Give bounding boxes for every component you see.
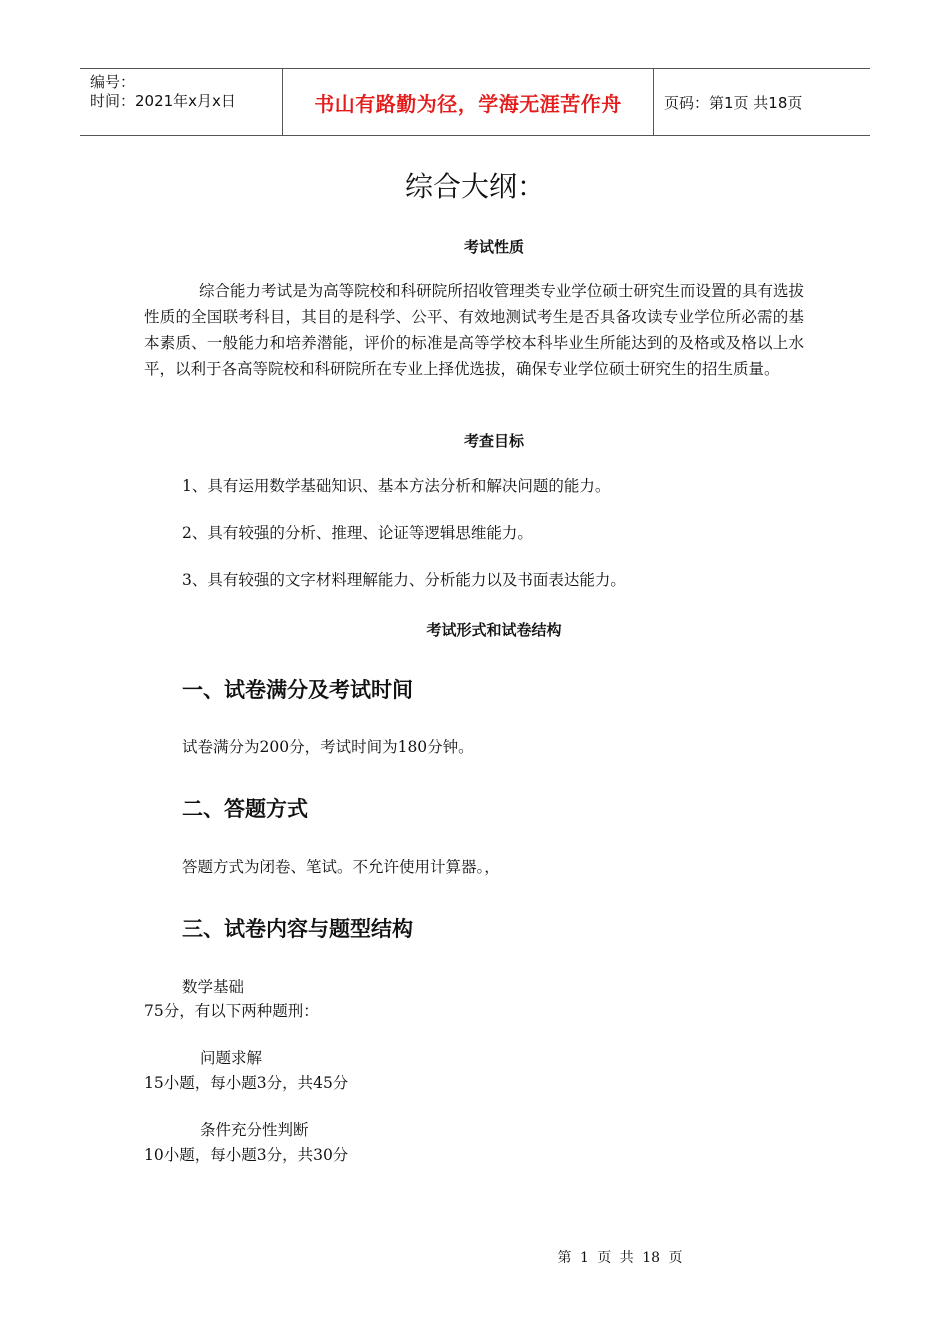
header-meta	[80, 69, 282, 135]
nature-heading: 考试性质	[463, 238, 524, 256]
question-type-2-detail: 10小题，每小题3分，共30分	[144, 1146, 349, 1164]
question-type-1-label: 问题求解	[200, 1049, 263, 1067]
document-header	[80, 68, 870, 136]
question-type-2-label: 条件充分性判断	[200, 1121, 309, 1139]
form-heading: 考试形式和试卷结构	[426, 621, 562, 639]
document-title: 综合大纲：	[404, 170, 545, 203]
number-label: 编号：	[90, 73, 136, 91]
page-footer: 第 1 页 共 18 页	[557, 1250, 683, 1266]
goal-item-1: 1、具有运用数学基础知识、基本方法分析和解决问题的能力。	[182, 477, 611, 495]
goal-item-2: 2、具有较强的分析、推理、论证等逻辑思维能力。	[182, 524, 533, 542]
section-2-heading: 二、答题方式	[182, 797, 308, 821]
section-1-text: 试卷满分为200分，考试时间为180分钟。	[182, 738, 474, 756]
motto: 书山有路勤为径，学海无涯苦作舟	[282, 69, 654, 135]
math-label: 数学基础	[182, 978, 245, 996]
math-detail: 75分，有以下两种题刑：	[144, 1002, 319, 1020]
section-1-heading: 一、试卷满分及考试时间	[182, 678, 413, 702]
section-2-text: 答题方式为闭卷、笔试。不允许使用计算器。，	[182, 858, 500, 876]
goal-heading: 考查目标	[463, 432, 524, 450]
question-type-1-detail: 15小题，每小题3分，共45分	[144, 1074, 349, 1092]
nature-paragraph: 综合能力考试是为高等院校和科研院所招收管理类专业学位硕士研究生而设置的具有选拔性质的全国联考科目，其目的是科学、公平、有效地测试考生是否具备攻读专业学位所必需的基本素质、一般能力和培养潜能，评价的标准是高等学校本科毕业生所能达到的及格或及格以上水平，以利于各高等院校和科研院所在专业上择优选拔，确保专业学位硕士研究生的招生质量。	[144, 282, 804, 378]
time-label: 时间：2021年x月x日	[90, 92, 236, 110]
section-3-heading: 三、试卷内容与题型结构	[182, 917, 413, 941]
page-info: 页码：第1页 共18页	[664, 93, 803, 112]
goal-item-3: 3、具有较强的文字材料理解能力、分析能力以及书面表达能力。	[182, 571, 626, 589]
